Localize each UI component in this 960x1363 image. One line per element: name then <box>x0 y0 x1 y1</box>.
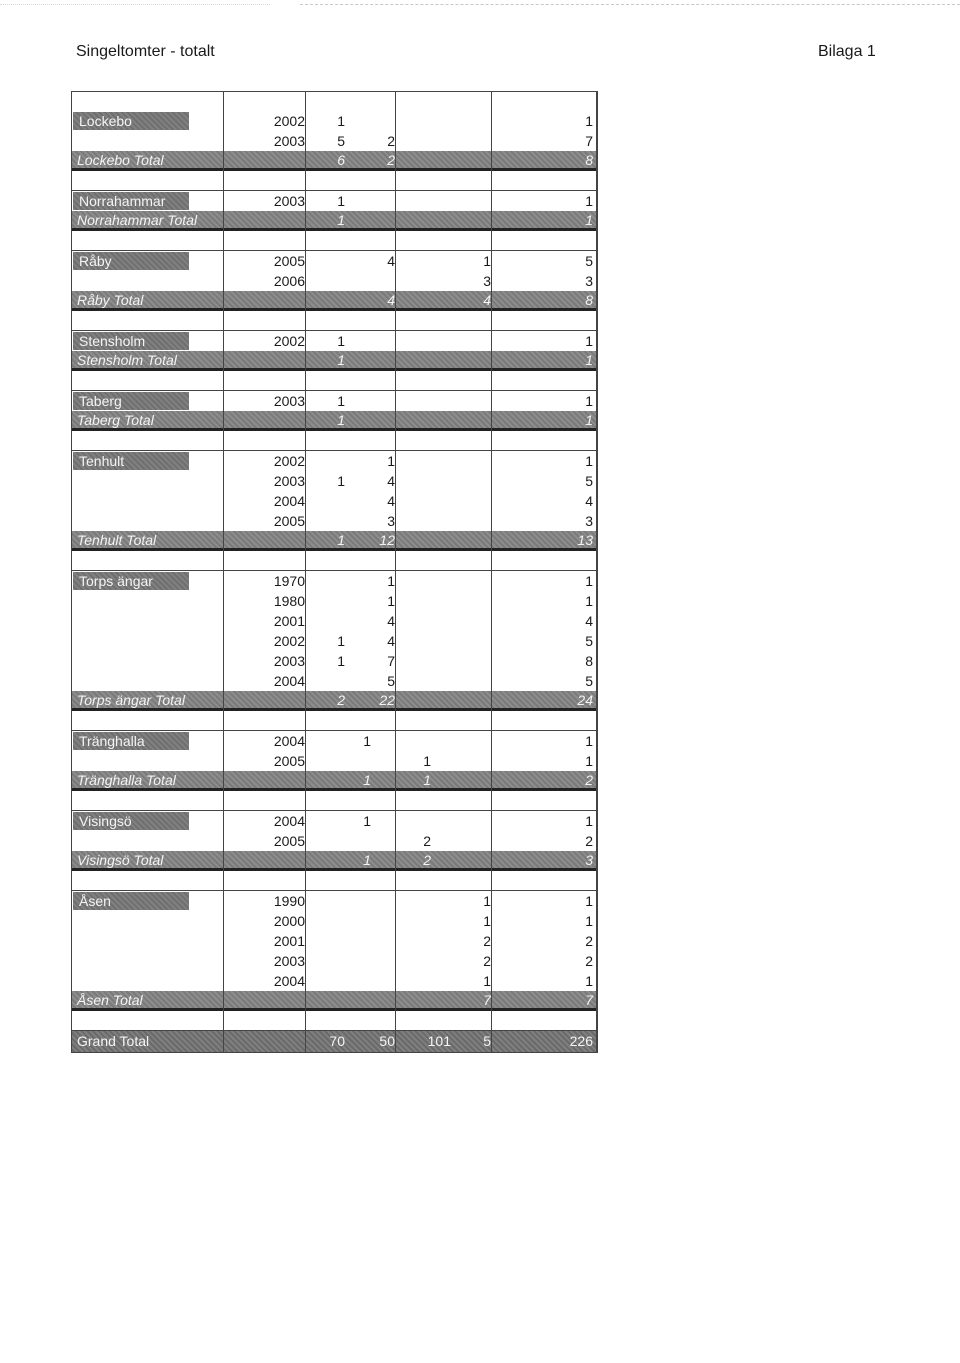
area-label: Stensholm <box>73 332 189 350</box>
row-total-cell: 1 <box>585 113 593 129</box>
group-total-label: Torps ängar Total <box>77 692 185 708</box>
row-separator <box>71 711 597 731</box>
group-total-row <box>71 211 597 231</box>
value-cell: 1 <box>483 253 491 269</box>
grand-total-cell: 226 <box>569 1033 593 1049</box>
area-label: Tränghalla <box>73 732 189 750</box>
year-cell: 2003 <box>273 133 305 149</box>
group-total-cell: 2 <box>585 772 593 788</box>
value-cell: 4 <box>387 473 395 489</box>
grand-total-label: Grand Total <box>77 1033 150 1049</box>
row-total-cell: 5 <box>585 633 593 649</box>
year-cell: 2004 <box>273 813 305 829</box>
row-total-cell: 1 <box>585 573 593 589</box>
value-cell: 2 <box>423 852 431 868</box>
group-total-cell: 8 <box>585 292 593 308</box>
row-total-cell: 4 <box>585 613 593 629</box>
row-total-cell: 1 <box>585 393 593 409</box>
group-total-row <box>71 411 597 431</box>
value-cell: 1 <box>363 733 371 749</box>
summary-table <box>71 91 597 1053</box>
group-total-cell: 1 <box>585 412 593 428</box>
value-cell: 1 <box>483 973 491 989</box>
year-cell: 1980 <box>273 593 305 609</box>
year-cell: 2003 <box>273 473 305 489</box>
value-cell: 1 <box>337 113 345 129</box>
value-cell: 4 <box>387 633 395 649</box>
group-total-row <box>71 291 597 311</box>
row-total-cell: 1 <box>585 333 593 349</box>
row-total-cell: 5 <box>585 473 593 489</box>
value-cell: 1 <box>337 653 345 669</box>
year-cell: 2002 <box>273 453 305 469</box>
value-cell: 1 <box>423 753 431 769</box>
year-cell: 2004 <box>273 493 305 509</box>
table-row <box>71 611 597 631</box>
value-cell: 7 <box>387 653 395 669</box>
group-total-row <box>71 351 597 371</box>
row-total-cell: 1 <box>585 593 593 609</box>
row-total-cell: 1 <box>585 913 593 929</box>
table-row <box>71 191 597 211</box>
year-cell: 2002 <box>273 333 305 349</box>
year-cell: 2005 <box>273 253 305 269</box>
group-total-label: Taberg Total <box>77 412 154 428</box>
table-row <box>71 631 597 651</box>
year-cell: 2004 <box>273 673 305 689</box>
table-row <box>71 111 597 131</box>
year-cell: 2001 <box>273 613 305 629</box>
table-row <box>71 571 597 591</box>
value-cell: 1 <box>337 393 345 409</box>
row-total-cell: 5 <box>585 253 593 269</box>
value-cell: 1 <box>337 193 345 209</box>
group-total-label: Åsen Total <box>77 992 143 1008</box>
year-cell: 1990 <box>273 893 305 909</box>
value-cell: 2 <box>423 833 431 849</box>
row-separator <box>71 371 597 391</box>
area-label: Åsen <box>73 892 189 910</box>
table-row <box>71 131 597 151</box>
group-total-row <box>71 991 597 1011</box>
group-total-label: Visingsö Total <box>77 852 164 868</box>
value-cell: 3 <box>483 273 491 289</box>
value-cell: 3 <box>387 513 395 529</box>
value-cell: 22 <box>379 692 395 708</box>
value-cell: 1 <box>423 772 431 788</box>
group-total-label: Tenhult Total <box>77 532 157 548</box>
group-total-label: Stensholm Total <box>77 352 177 368</box>
attachment-label: Bilaga 1 <box>818 43 876 60</box>
row-total-cell: 5 <box>585 673 593 689</box>
row-separator <box>71 871 597 891</box>
row-total-cell: 1 <box>585 733 593 749</box>
row-total-cell: 2 <box>585 833 593 849</box>
group-total-row <box>71 771 597 791</box>
table-row <box>71 751 597 771</box>
value-cell: 1 <box>337 333 345 349</box>
column-divider <box>223 91 224 1053</box>
group-total-row <box>71 531 597 551</box>
group-total-cell: 1 <box>585 212 593 228</box>
value-cell: 1 <box>363 772 371 788</box>
row-total-cell: 2 <box>585 953 593 969</box>
grand-total-value: 5 <box>483 1033 491 1049</box>
value-cell: 1 <box>363 813 371 829</box>
year-cell: 2002 <box>273 633 305 649</box>
value-cell: 1 <box>483 893 491 909</box>
table-row <box>71 831 597 851</box>
group-total-cell: 3 <box>585 852 593 868</box>
value-cell: 1 <box>363 852 371 868</box>
column-divider <box>395 91 396 1053</box>
value-cell: 2 <box>387 133 395 149</box>
value-cell: 4 <box>387 493 395 509</box>
row-total-cell: 7 <box>585 133 593 149</box>
value-cell: 1 <box>337 212 345 228</box>
row-separator <box>71 431 597 451</box>
group-total-label: Råby Total <box>77 292 144 308</box>
year-cell: 2006 <box>273 273 305 289</box>
row-total-cell: 1 <box>585 453 593 469</box>
grand-total-row <box>71 1031 597 1053</box>
table-row <box>71 251 597 271</box>
row-separator <box>71 1011 597 1031</box>
area-label: Torps ängar <box>73 572 189 590</box>
table-row <box>71 591 597 611</box>
table-row <box>71 731 597 751</box>
table-row <box>71 891 597 911</box>
year-cell: 2003 <box>273 653 305 669</box>
group-total-cell: 7 <box>585 992 593 1008</box>
grand-total-value: 70 <box>329 1033 345 1049</box>
column-divider <box>305 91 306 1053</box>
area-label: Tenhult <box>73 452 189 470</box>
table-row <box>71 971 597 991</box>
value-cell: 5 <box>387 673 395 689</box>
year-cell: 2003 <box>273 953 305 969</box>
row-separator <box>71 791 597 811</box>
value-cell: 1 <box>337 633 345 649</box>
table-row <box>71 951 597 971</box>
value-cell: 1 <box>337 473 345 489</box>
value-cell: 1 <box>387 573 395 589</box>
row-separator <box>71 171 597 191</box>
area-label: Lockebo <box>73 112 189 130</box>
area-label: Norrahammar <box>73 192 189 210</box>
row-total-cell: 3 <box>585 513 593 529</box>
value-cell: 1 <box>337 532 345 548</box>
year-cell: 2000 <box>273 913 305 929</box>
table-row <box>71 811 597 831</box>
table-row <box>71 911 597 931</box>
table-row <box>71 511 597 531</box>
value-cell: 4 <box>387 613 395 629</box>
table-row <box>71 651 597 671</box>
column-divider <box>71 91 72 1053</box>
row-total-cell: 1 <box>585 893 593 909</box>
scan-edge-line <box>300 4 960 5</box>
value-cell: 1 <box>387 453 395 469</box>
value-cell: 12 <box>379 532 395 548</box>
value-cell: 2 <box>483 953 491 969</box>
value-cell: 2 <box>337 692 345 708</box>
row-total-cell: 4 <box>585 493 593 509</box>
row-separator <box>71 551 597 571</box>
value-cell: 4 <box>387 253 395 269</box>
row-total-cell: 1 <box>585 973 593 989</box>
table-header-row <box>71 91 597 111</box>
year-cell: 2005 <box>273 513 305 529</box>
row-total-cell: 1 <box>585 193 593 209</box>
value-cell: 6 <box>337 152 345 168</box>
group-total-row <box>71 151 597 171</box>
group-total-row <box>71 691 597 711</box>
column-divider <box>491 91 492 1053</box>
group-total-label: Lockebo Total <box>77 152 164 168</box>
table-row <box>71 391 597 411</box>
group-total-label: Tränghalla Total <box>77 772 176 788</box>
scan-edge-line <box>0 4 270 5</box>
value-cell: 1 <box>387 593 395 609</box>
grand-total-value: 50 <box>379 1033 395 1049</box>
area-label: Taberg <box>73 392 189 410</box>
value-cell: 7 <box>483 992 491 1008</box>
row-total-cell: 8 <box>585 653 593 669</box>
row-total-cell: 2 <box>585 933 593 949</box>
table-row <box>71 271 597 291</box>
value-cell: 1 <box>483 913 491 929</box>
year-cell: 2003 <box>273 193 305 209</box>
value-cell: 1 <box>337 412 345 428</box>
area-label: Visingsö <box>73 812 189 830</box>
year-cell: 2003 <box>273 393 305 409</box>
table-row <box>71 331 597 351</box>
value-cell: 5 <box>337 133 345 149</box>
year-cell: 2005 <box>273 833 305 849</box>
row-separator <box>71 311 597 331</box>
grand-total-value: 101 <box>427 1033 451 1049</box>
row-separator <box>71 231 597 251</box>
value-cell: 4 <box>483 292 491 308</box>
value-cell: 4 <box>387 292 395 308</box>
year-cell: 2004 <box>273 973 305 989</box>
value-cell: 1 <box>337 352 345 368</box>
row-total-cell: 3 <box>585 273 593 289</box>
table-row <box>71 671 597 691</box>
table-row <box>71 471 597 491</box>
area-label: Råby <box>73 252 189 270</box>
group-total-cell: 24 <box>577 692 593 708</box>
year-cell: 2001 <box>273 933 305 949</box>
group-total-cell: 1 <box>585 352 593 368</box>
value-cell: 2 <box>387 152 395 168</box>
group-total-row <box>71 851 597 871</box>
group-total-label: Norrahammar Total <box>77 212 198 228</box>
page-title: Singeltomter - totalt <box>76 43 215 60</box>
year-cell: 2002 <box>273 113 305 129</box>
row-total-cell: 1 <box>585 753 593 769</box>
value-cell: 2 <box>483 933 491 949</box>
year-cell: 2005 <box>273 753 305 769</box>
year-cell: 2004 <box>273 733 305 749</box>
table-row <box>71 451 597 471</box>
row-total-cell: 1 <box>585 813 593 829</box>
table-row <box>71 931 597 951</box>
year-cell: 1970 <box>273 573 305 589</box>
table-row <box>71 491 597 511</box>
column-divider <box>597 91 598 1053</box>
group-total-cell: 13 <box>577 532 593 548</box>
group-total-cell: 8 <box>585 152 593 168</box>
